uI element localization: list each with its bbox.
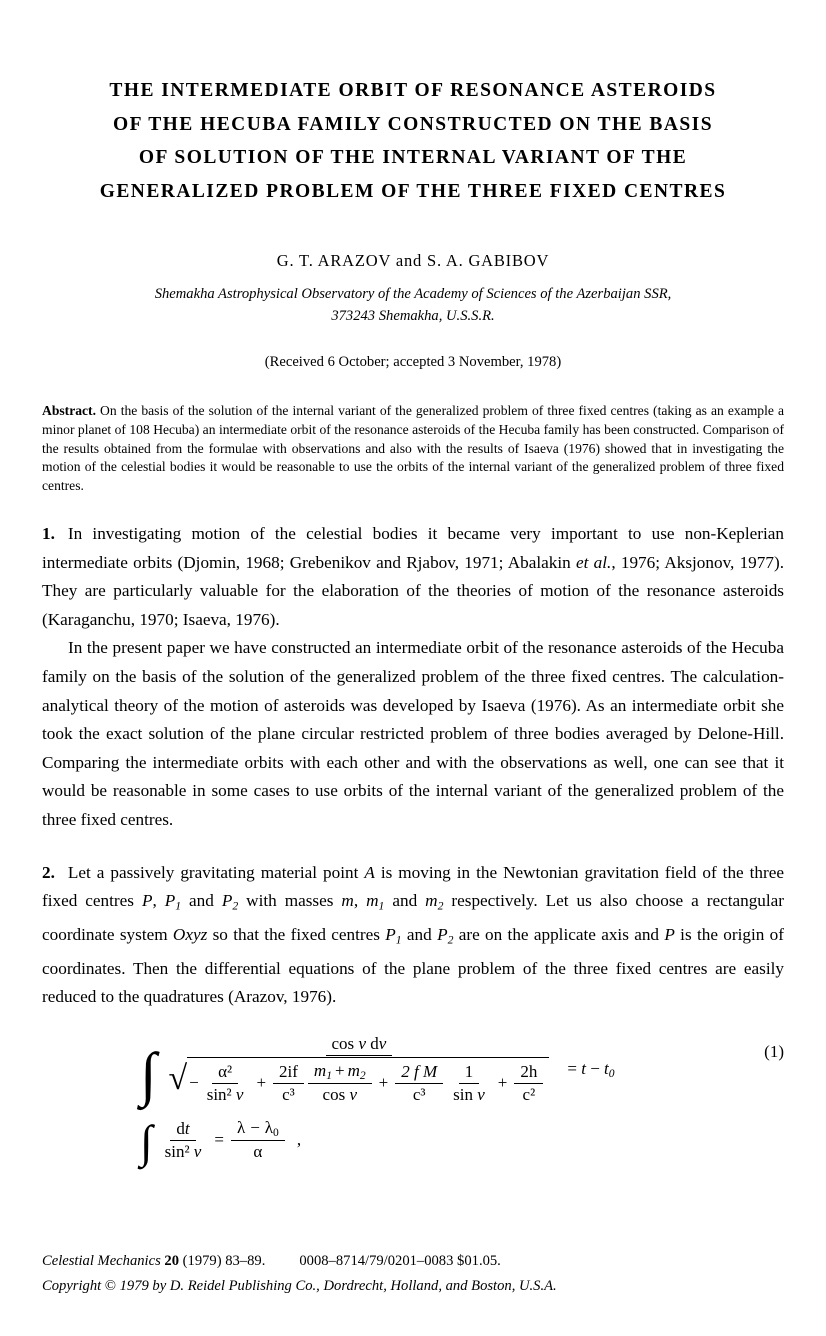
s2-t8: respectively. Let us also choose a rectangular coordinate system <box>42 891 785 944</box>
s2-var-P2: P <box>221 891 233 911</box>
eq1-m-plus: + <box>334 1061 345 1081</box>
s2-t12: is the origin of coordinates. Then the differential equations of the plane problem of the three fixed centres are easily reduced to the quadratures (Arazov, 1976). <box>42 924 784 1007</box>
s2-t9: so that the fixed centres <box>207 924 386 944</box>
author-list: G. T. ARAZOV and S. A. GABIBOV <box>276 251 550 270</box>
eq1-term2a-den: c³ <box>282 1084 295 1104</box>
eq2-lhs-den <box>159 1141 208 1162</box>
abstract-block <box>42 402 784 496</box>
integral-sign-icon-2: ∫ <box>140 1115 153 1167</box>
eq1-term3b <box>447 1062 491 1105</box>
s2-var-P2b: P <box>437 924 448 944</box>
equation-1-fraction <box>162 1034 555 1105</box>
paper-title <box>42 74 784 208</box>
title-line-1: THE INTERMEDIATE ORBIT OF RESONANCE ASTEROIDS <box>109 80 717 101</box>
title-line-2: OF THE HECUBA FAMILY CONSTRUCTED ON THE BASIS <box>113 113 713 135</box>
title-line-3: OF SOLUTION OF THE INTERNAL VARIANT OF THE <box>138 147 688 168</box>
s2-var-m: m <box>341 891 354 911</box>
abstract-label: Abstract. <box>42 403 96 418</box>
eq1-term3a-den: c³ <box>412 1084 426 1104</box>
eq1-term3a-num <box>395 1062 443 1084</box>
s2-var-P2b-sub: 2 <box>447 933 454 947</box>
eq1-term3b-den <box>447 1084 491 1105</box>
s2-t7: and <box>384 891 426 911</box>
s2-var-m1: m <box>366 891 379 911</box>
eq1-m2: m <box>347 1061 360 1081</box>
title-line-4: GENERALIZED PROBLEM OF THE THREE FIXED CENTRES <box>99 180 727 202</box>
s2-var-P1-sub: 1 <box>175 899 182 913</box>
eq1-term3b-num: 1 <box>459 1062 480 1084</box>
footer-volume: 20 <box>164 1253 179 1269</box>
section-2-number: 2. <box>42 862 55 882</box>
eq1-term4-den: c² <box>522 1084 536 1104</box>
eq1-M: M <box>422 1061 438 1081</box>
section-1-number: 1. <box>42 523 55 543</box>
eq1-t3-v: v <box>477 1084 485 1104</box>
eq1-t0-sub: 0 <box>608 1067 615 1081</box>
eq1-term2b-num <box>308 1061 372 1084</box>
footer-line-2 <box>42 1274 784 1299</box>
equation-2-rhs <box>231 1118 285 1162</box>
eq1-t1-sin: sin² <box>206 1084 232 1104</box>
s2-t6: , <box>353 891 367 911</box>
s2-t2: is moving in the Newtonian gravitation field of the three fixed centres <box>42 862 784 911</box>
eq1-term4-num: 2h <box>514 1062 543 1084</box>
s2-var-P1b-sub: 1 <box>395 933 402 947</box>
affiliation-line-1: Shemakha Astrophysical Observatory of the Academy of Sciences of the Azerbaijan SSR, <box>154 286 672 302</box>
footer-issn: 0008–8714/79/0201–0083 $01.05. <box>299 1253 501 1269</box>
equation-2 <box>42 1115 784 1167</box>
eq1-t2-cos: cos <box>322 1085 346 1105</box>
equation-1-rhs <box>567 1059 614 1080</box>
eq1-m2-sub: 2 <box>359 1069 366 1083</box>
equation-1 <box>42 1034 784 1105</box>
eq2-lambda0: λ <box>264 1118 274 1138</box>
eq1-op-3: + <box>497 1073 508 1093</box>
eq1-t2-v: v <box>349 1085 358 1105</box>
s2-var-m2-sub: 2 <box>437 899 444 913</box>
s2-var-Oxyz: Oxyz <box>172 924 208 944</box>
eq1-v: v <box>358 1034 366 1054</box>
eq1-m1: m <box>313 1061 327 1081</box>
copyright-icon: © <box>104 1278 116 1294</box>
s2-var-m1-sub: 1 <box>378 899 385 913</box>
section-1-text-a: In investigating motion of the celestial bodies it became very important to use non-Keplerian intermediate orbits (Djomin, 1968; Grebenikov and Rjabov, 1971; Abalakin <box>42 523 784 572</box>
section-1-paragraph-2: In the present paper we have constructed an intermediate orbit of the resonance asteroids of the Hecuba family on the basis of the solution of the generalized problem of the three fixed centres. The calculation-analytical theory of the motion of asteroids was developed by Isaeva (1976). As an intermediate orbit she took the exact solution of the plane circular restricted problem of three bodies averaged by Delone-Hill. Comparing the intermediate orbits with each other and with the observations as well, one can see that it would be reasonable in some cases to use orbits of the internal variant of the generalized problem of the three fixed centres. <box>42 638 784 829</box>
s2-var-m2: m <box>425 891 438 911</box>
square-root-icon <box>168 1057 549 1105</box>
eq2-rhs-den <box>247 1141 268 1162</box>
eq1-term2b <box>308 1061 372 1105</box>
eq1-equals: = <box>567 1059 577 1079</box>
s2-var-P1b: P <box>385 924 396 944</box>
eq1-term2a <box>273 1062 304 1105</box>
section-1-text-b: , 1976; Aksjonov, 1977). They are particularly valuable for the elaboration of the theories of motion of the resonance asteroids (Karaganchu, 1970; Isaeva, 1976). <box>42 552 784 629</box>
eq2-d: d <box>176 1118 185 1138</box>
integral-sign-icon: ∫ <box>140 1040 157 1107</box>
eq1-t1-v: v <box>235 1084 244 1104</box>
footer-copyright-rest: 1979 by D. Reidel Publishing Co., Dordrecht, Holland, and Boston, U.S.A. <box>119 1278 557 1294</box>
s2-t3: , <box>152 891 165 911</box>
eq1-op-2: + <box>378 1073 389 1093</box>
eq2-minus: − <box>250 1118 260 1138</box>
section-1-etal: et al. <box>575 552 612 572</box>
eq2-alpha: α <box>253 1142 263 1162</box>
section-2-paragraph-1 <box>42 859 784 1013</box>
eq1-term2b-den <box>317 1084 363 1105</box>
eq1-term3a <box>395 1062 443 1105</box>
affiliation <box>42 283 784 327</box>
eq2-t: t <box>184 1118 190 1138</box>
eq1-term1 <box>201 1062 250 1105</box>
footer-year-pages: (1979) 83–89. <box>182 1253 266 1269</box>
eq1-2f: 2 f <box>401 1061 419 1081</box>
s2-t1: Let a passively gravitating material point <box>67 862 365 882</box>
eq1-m1-sub: 1 <box>326 1069 332 1083</box>
eq1-d: d <box>370 1034 379 1054</box>
eq1-term2a-num: 2if <box>273 1062 304 1084</box>
affiliation-line-2: 373243 Shemakha, U.S.S.R. <box>331 308 495 324</box>
eq1-cos: cos <box>331 1034 355 1054</box>
s2-t5: with masses <box>238 891 342 911</box>
footer-journal: Celestial Mechanics <box>42 1253 161 1269</box>
s2-var-P: P <box>141 891 153 911</box>
footer-copyright-word: Copyright <box>42 1278 102 1294</box>
radicand <box>187 1057 549 1105</box>
eq2-equals: = <box>214 1130 224 1150</box>
s2-t4: and <box>181 891 222 911</box>
s2-var-Pb: P <box>664 924 675 944</box>
eq1-term1-num: α² <box>212 1062 238 1084</box>
equation-1-numerator <box>326 1034 393 1056</box>
s2-t10: and <box>401 924 438 944</box>
eq2-lambda: λ <box>236 1118 246 1138</box>
eq1-t: t <box>581 1059 586 1079</box>
eq1-term4 <box>514 1062 543 1105</box>
eq1-term1-sign: − <box>189 1073 199 1093</box>
eq1-t0: t <box>604 1059 609 1079</box>
abstract-text: On the basis of the solution of the internal variant of the generalized problem of three fixed centres (taking as an example a minor planet of 108 Hecuba) an intermediate orbit of the resonance asteroids of the Hecuba family has been constructed. Comparison of the results obtained from the formulae with observations and also with the results of Isaeva (1976) showed that in investigating the motion of the celestial bodies it would be reasonable to use the orbits of the internal variant of the generalized problem of three fixed centres. <box>42 403 784 494</box>
eq2-lhs-num <box>170 1119 195 1141</box>
s2-t11: are on the applicate axis and <box>453 924 665 944</box>
equation-1-number: (1) <box>764 1042 784 1062</box>
eq1-term1-den <box>201 1084 250 1105</box>
s2-var-P1: P <box>164 891 176 911</box>
s2-var-A: A <box>364 862 375 882</box>
eq1-op-1: + <box>256 1073 267 1093</box>
eq1-v2: v <box>378 1034 387 1054</box>
equation-2-lhs <box>159 1119 208 1162</box>
received-date: (Received 6 October; accepted 3 November, 1978) <box>264 354 562 370</box>
equation-1-denominator <box>162 1056 555 1105</box>
eq1-minus: − <box>590 1059 600 1079</box>
eq2-rhs-num <box>231 1118 285 1141</box>
eq2-v: v <box>193 1141 202 1161</box>
eq2-comma: , <box>296 1130 302 1150</box>
s2-var-P2-sub: 2 <box>232 899 239 913</box>
footer-line-1 <box>42 1249 784 1274</box>
eq2-sin: sin² <box>164 1141 190 1161</box>
radical-glyph: √ <box>168 1060 188 1098</box>
page-footer <box>42 1249 784 1299</box>
eq2-lambda0-sub: 0 <box>273 1126 279 1140</box>
page-content <box>42 0 785 1167</box>
section-1-paragraph-1 <box>42 520 784 634</box>
equation-block <box>42 1034 784 1167</box>
eq1-t3-sin: sin <box>453 1084 473 1104</box>
